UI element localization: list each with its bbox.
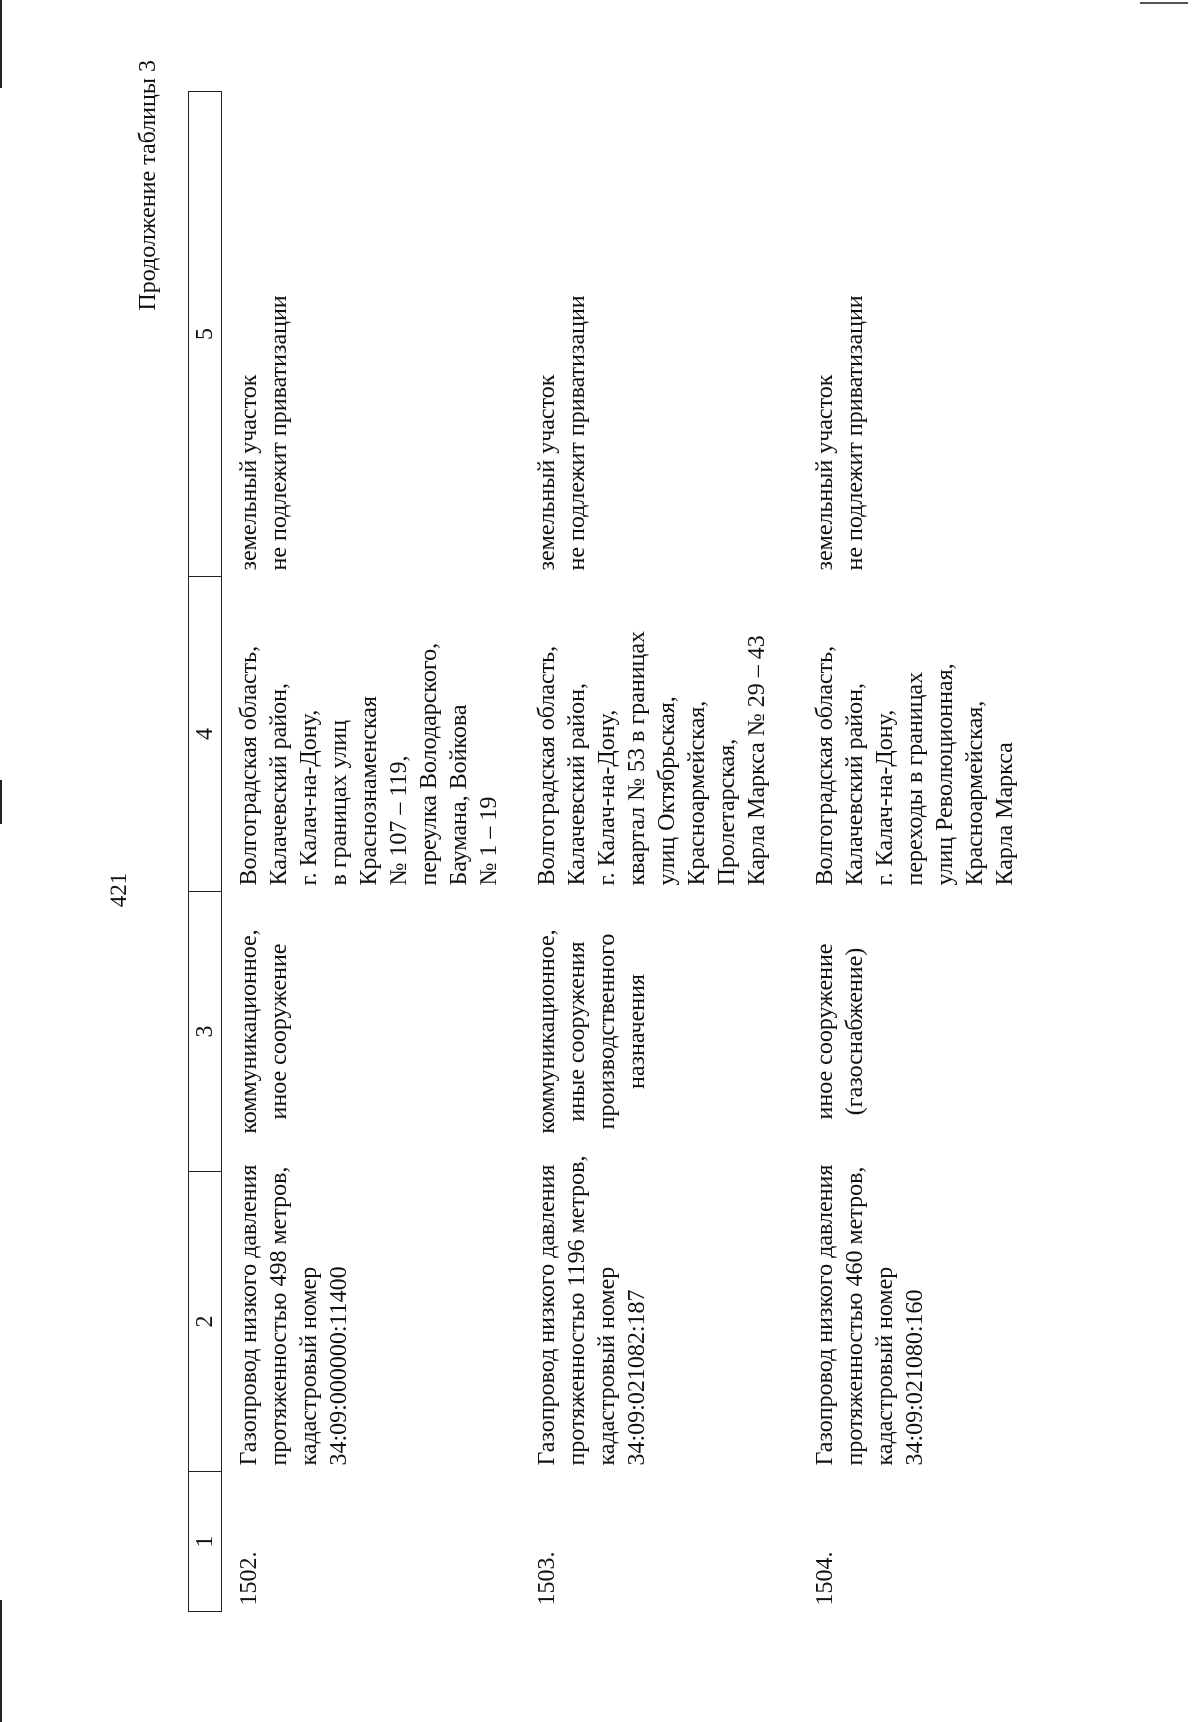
rotated-page <box>40 35 1160 1690</box>
object-type: коммуникационное, иные сооружения производственного назначения <box>534 929 650 1134</box>
object-name: Газопровод низкого давления протяженностью 460 метров, кадастровый номер 34:09:021080:160 <box>812 1164 928 1466</box>
table-continuation-label: Продолжение таблицы 3 <box>135 60 161 311</box>
scan-edge-middle <box>0 780 2 824</box>
object-type: коммуникационное, иное сооружение <box>236 929 292 1134</box>
row-number: 1504. <box>812 1551 838 1606</box>
page-number: 421 <box>106 872 131 908</box>
row-number: 1503. <box>534 1551 560 1606</box>
object-address: Волгоградская область, Калачевский район, г. Калач-на-Дону, переходы в границах улиц Революционная, Красноармейская, Карла Маркса <box>812 645 1018 886</box>
object-address: Волгоградская область, Калачевский район, г. Калач-на-Дону, квартал № 53 в границах улиц Октябрьская, Красноармейская, Пролетарская, Карла Маркса № 29 – 43 <box>534 630 770 886</box>
object-note: земельный участок не подлежит приватизации <box>236 295 292 571</box>
table-row <box>222 92 521 1612</box>
header-col-5: 5 <box>189 92 222 577</box>
header-col-2: 2 <box>189 1172 222 1472</box>
row-number: 1502. <box>236 1551 262 1606</box>
header-col-3: 3 <box>189 892 222 1172</box>
scan-edge-top-right <box>1140 2 1188 4</box>
object-name: Газопровод низкого давления протяженностью 1196 метров, кадастровый номер 34:09:021082:187 <box>534 1155 650 1466</box>
header-col-1: 1 <box>189 1472 222 1612</box>
table-row <box>798 92 1046 1612</box>
object-name: Газопровод низкого давления протяженностью 498 метров, кадастровый номер 34:09:000000:11400 <box>236 1164 352 1466</box>
scan-edge-bottom <box>0 1600 2 1722</box>
object-address: Волгоградская область, Калачевский район, г. Калач-на-Дону, в границах улиц Краснознаменская № 107 – 119, переулка Володарского, Баумана, Войкова № 1 – 19 <box>236 642 502 886</box>
table-row <box>520 92 798 1612</box>
header-col-4: 4 <box>189 577 222 892</box>
object-type: иное сооружение (газоснабжение) <box>812 943 868 1120</box>
scan-edge-top <box>0 0 2 88</box>
registry-table <box>188 91 1046 1612</box>
object-note: земельный участок не подлежит приватизации <box>812 295 868 571</box>
table-header-row <box>189 92 222 1612</box>
object-note: земельный участок не подлежит приватизации <box>534 295 590 571</box>
